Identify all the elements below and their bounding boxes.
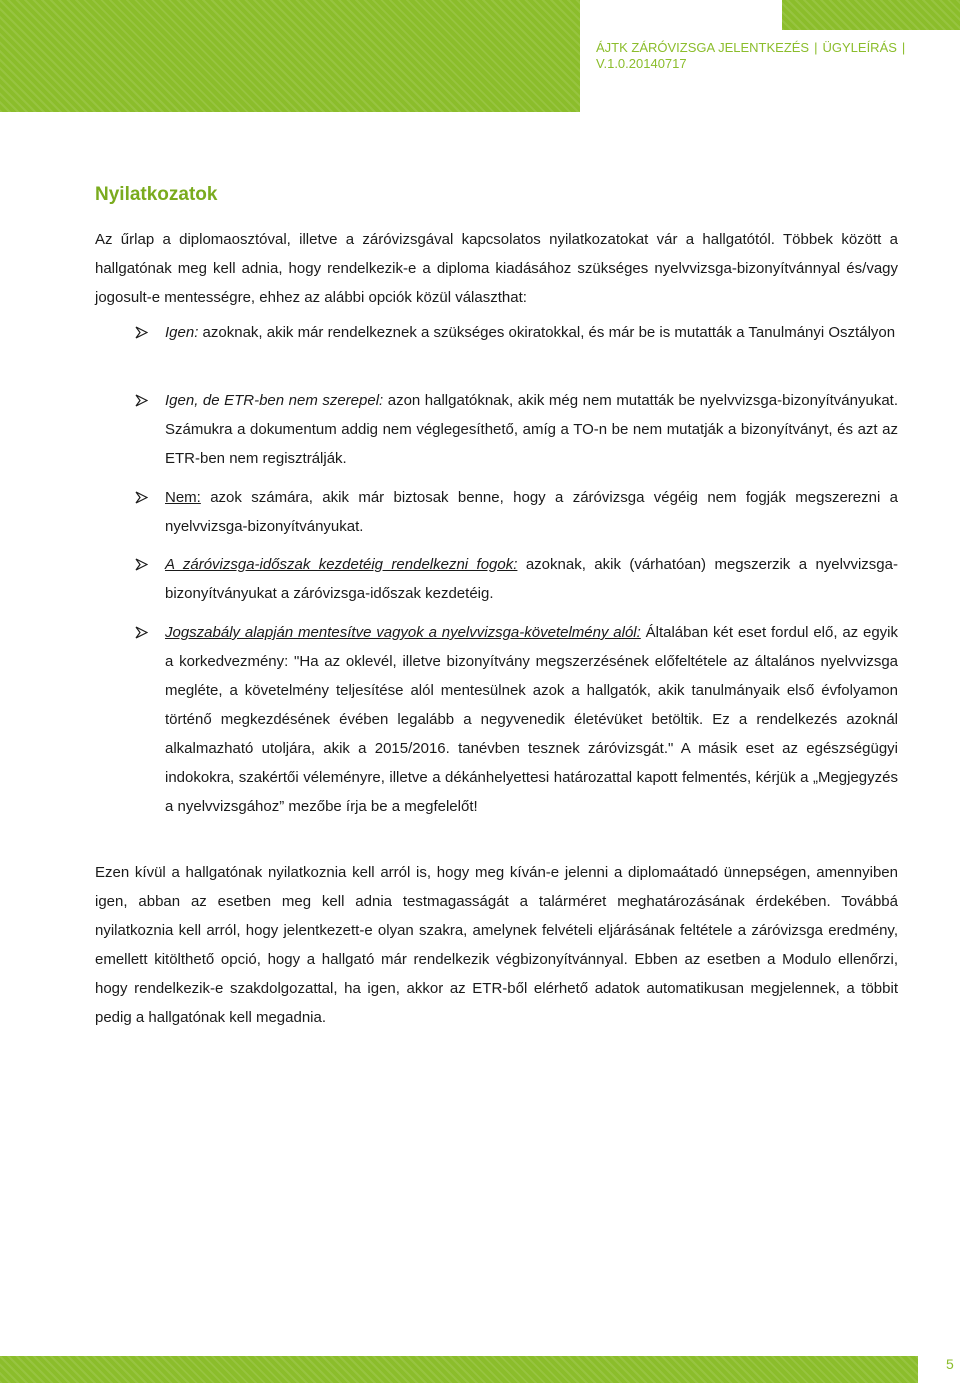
page-number: 5 — [946, 1356, 954, 1372]
list-item — [165, 618, 898, 821]
arrow-bullet-icon — [135, 558, 148, 571]
arrow-bullet-icon — [135, 491, 148, 504]
option-term: Igen, de ETR-ben nem szerepel: — [165, 392, 384, 409]
header-decor-bar — [0, 0, 580, 112]
arrow-bullet-icon — [135, 394, 148, 407]
footer-decor-bar — [0, 1356, 918, 1383]
arrow-bullet-icon — [135, 626, 148, 639]
header-separator-end: | — [901, 40, 906, 55]
intro-paragraph: Az űrlap a diplomaosztóval, illetve a záróvizsgával kapcsolatos nyilatkozatokat vár a hallgatótól. Többek között a hallgatónak meg kell adnia, hogy rendelkezik-e a diploma kiadásához szükséges nyelvvizsga-bizonyítvánnyal és/vagy jogosult-e mentességre, ehhez az alábbi opciók közül választhat: — [95, 231, 898, 306]
header-version: V.1.0.20140717 — [596, 56, 687, 71]
option-text: azoknak, akik (várhatóan) megszerzik a nyelvvizsga-bizonyítványukat a záróvizsga-időszak kezdetéig. — [165, 556, 898, 602]
list-item — [165, 483, 898, 541]
option-term: Nem: — [165, 489, 201, 506]
option-text: Általában két eset fordul elő, az egyik a korkedvezmény: "Ha az oklevél, illetve bizonyítvány megszerzésének előfeltétele az általános nyelvvizsga megléte, a követelmény teljesítése alól mentesülnek azok a hallgatók, akik tanulmányaik első évfolyamon történő megkezdésének évében legalább a negyvenedik életévüket betöltik. Ez a rendelkezés azoknál alkalmazható utoljára, akik a 2015/2016. tanévben tesznek záróvizsgát." A másik eset az egészségügyi indokokra, szakértői véleményre, illetve a dékánhelyettesi határozattal kapott felmentés, kérjük a „Megjegyzés a nyelvvizsgához” mezőbe írja be a megfelelőt! — [165, 624, 898, 815]
arrow-bullet-icon — [135, 326, 148, 339]
option-text: azok számára, akik már biztosak benne, hogy a záróvizsga végéig nem fogják megszerezni a nyelvvizsga-bizonyítványukat. — [165, 489, 898, 535]
list-item — [165, 318, 898, 347]
list-item — [165, 386, 898, 473]
running-header — [596, 40, 936, 72]
closing-paragraph: Ezen kívül a hallgatónak nyilatkoznia kell arról is, hogy meg kíván-e jelenni a diplomaátadó ünnepségen, amennyiben igen, abban az esetben meg kell adnia testmagasságát a talárméret meghatározásának érdekében. Továbbá nyilatkoznia kell arról, hogy jelentkezett-e olyan szakra, amelynek felvételi eljárásának feltétele a záróvizsga eredmény, emellett kitölthető opció, hogy a hallgató már rendelkezik végbizonyítvánnyal. Ebben az esetben a Modulo ellenőrzi, hogy rendelkezik-e szakdolgozattal, ha igen, akkor az ETR-ből elérhető adatok automatikusan megjelennek, a többit pedig a hallgatónak kell megadnia. — [95, 864, 898, 1026]
option-term: Jogszabály alapján mentesítve vagyok a nyelvvizsga-követelmény alól: — [165, 624, 641, 641]
section-title: Nyilatkozatok — [95, 184, 218, 205]
header-decor-bar-right — [782, 0, 960, 30]
option-term: Igen: — [165, 324, 199, 341]
header-separator: | — [814, 40, 818, 55]
option-text: azoknak, akik már rendelkeznek a szükséges okiratokkal, és már be is mutatták a Tanulmányi Osztályon — [198, 324, 896, 341]
header-title-part1: ÁJTK ZÁRÓVIZSGA JELENTKEZÉS — [596, 40, 810, 55]
option-term: A záróvizsga-időszak kezdetéig rendelkezni fogok: — [165, 556, 518, 573]
list-item — [165, 550, 898, 608]
header-title-part2: ÜGYLEÍRÁS — [822, 40, 897, 55]
option-text: azon hallgatóknak, akik még nem mutatták be nyelvvizsga-bizonyítványukat. Számukra a dokumentum addig nem véglegesíthető, amíg a TO-n be nem mutatják a bizonyítványt, és azt az ETR-ben nem regisztrálják. — [165, 392, 898, 467]
